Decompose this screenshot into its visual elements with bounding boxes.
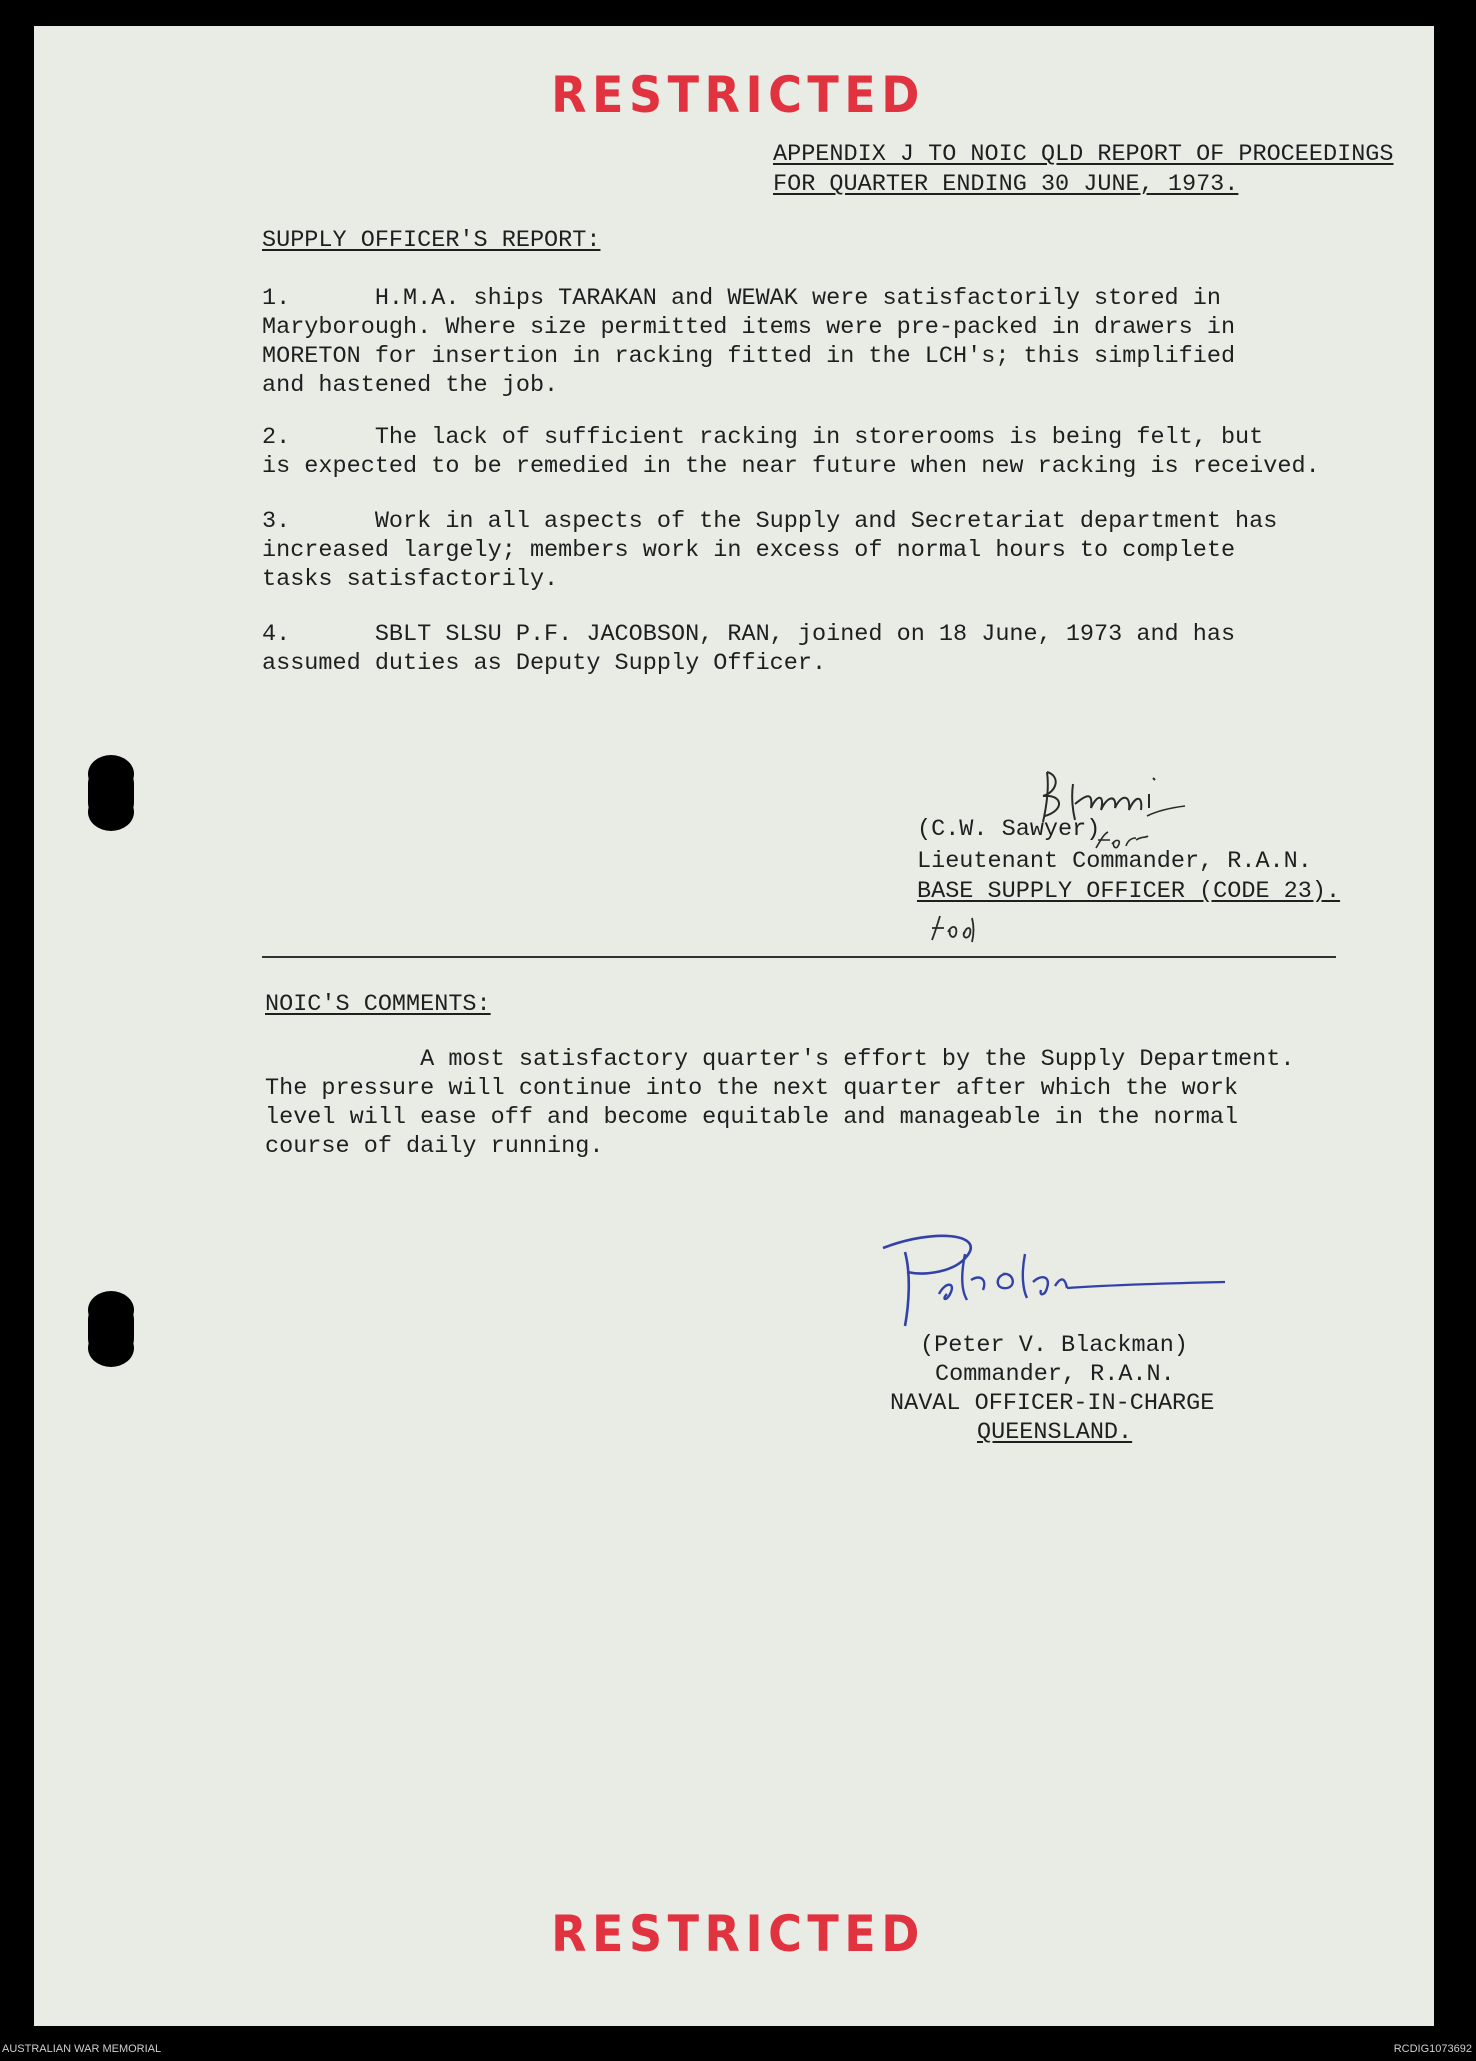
noic-comments-heading: NOIC'S COMMENTS:	[265, 991, 491, 1018]
restricted-stamp-top: RESTRICTED	[551, 66, 925, 124]
sawyer-title: BASE SUPPLY OFFICER (CODE 23).	[917, 878, 1341, 905]
noic-comments-text: A most satisfactory quarter's effort by the Supply Department. The pressure will continue into the next quarter after which the work level will ease off and become equitable and manageable in the normal course of daily running.	[265, 1046, 1295, 1160]
supply-paragraph-1: 1. H.M.A. ships TARAKAN and WEWAK were satisfactorily stored in Maryborough. Where size permitted items were pre-packed in drawers in MORETON for insertion in racking fitted in the LCH's; this simplified and hastened the job.	[262, 285, 1236, 399]
section-divider	[262, 956, 1336, 958]
sawyer-rank: Lieutenant Commander, R.A.N.	[917, 848, 1312, 875]
blackman-name: (Peter V. Blackman)	[920, 1332, 1188, 1359]
blackman-place: QUEENSLAND.	[977, 1419, 1133, 1446]
restricted-stamp-bottom: RESTRICTED	[551, 1905, 925, 1963]
handwritten-initials	[926, 912, 986, 946]
supply-paragraph-2: 2. The lack of sufficient racking in storerooms is being felt, but is expected to be remedied in the near future when new racking is received.	[262, 424, 1320, 480]
handwritten-signature-blackman	[875, 1224, 1235, 1334]
punch-hole-top	[88, 761, 134, 825]
footer-institution: AUSTRALIAN WAR MEMORIAL	[2, 2043, 162, 2055]
blackman-title: NAVAL OFFICER-IN-CHARGE	[890, 1390, 1215, 1417]
punch-hole-bottom	[88, 1297, 134, 1361]
supply-paragraph-3: 3. Work in all aspects of the Supply and Secretariat department has increased largely; members work in excess of normal hours to complete tasks satisfactorily.	[262, 508, 1278, 593]
appendix-line-2: FOR QUARTER ENDING 30 JUNE, 1973.	[773, 171, 1239, 198]
supply-paragraph-4: 4. SBLT SLSU P.F. JACOBSON, RAN, joined on 18 June, 1973 and has assumed duties as Deputy Supply Officer.	[262, 621, 1236, 677]
footer-record-id: RCDIG1073692	[1393, 2043, 1472, 2055]
supply-report-heading: SUPPLY OFFICER'S REPORT:	[262, 227, 601, 254]
appendix-line-1: APPENDIX J TO NOIC QLD REPORT OF PROCEEDINGS	[773, 141, 1394, 168]
sawyer-name: (C.W. Sawyer)	[917, 816, 1101, 843]
blackman-rank: Commander, R.A.N.	[935, 1361, 1175, 1388]
